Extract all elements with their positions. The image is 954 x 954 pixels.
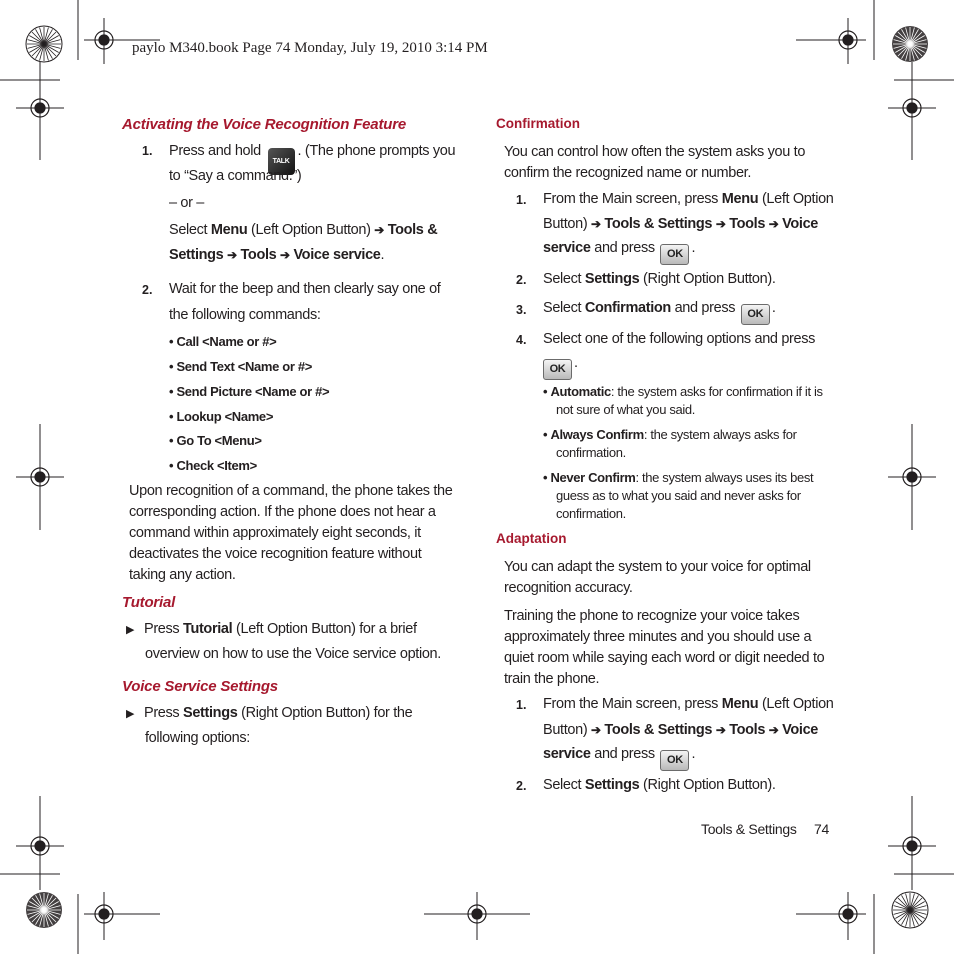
text: Press and hold <box>169 143 261 159</box>
ok-key-icon: OK <box>660 244 689 265</box>
para-line: taking any action. <box>129 567 236 583</box>
text: : the system always uses its best <box>635 470 814 485</box>
tools-label: Tools <box>729 722 766 738</box>
para-line: quiet room while saying each word or digit needed to <box>504 650 825 666</box>
arrow-icon: ➔ <box>280 248 290 262</box>
text: and press <box>674 300 736 316</box>
a-step2 <box>543 777 776 793</box>
para-line: deactivates the voice recognition feature without <box>129 546 422 562</box>
or-separator: – or – <box>169 195 204 211</box>
triangle-bullet-icon: ▶ <box>126 624 135 636</box>
settings-label: Settings <box>584 777 640 793</box>
text: : the system asks for confirmation if it is <box>610 384 823 399</box>
arrow-icon: ➔ <box>374 223 384 237</box>
text: . <box>691 746 696 762</box>
heading-activating: Activating the Voice Recognition Feature <box>122 116 406 133</box>
tools-label: Tools & <box>387 222 438 238</box>
command: Call <Name or #> <box>176 334 277 349</box>
talk-key-icon: TALK <box>268 148 295 175</box>
para-line: Upon recognition of a command, the phone takes the <box>129 483 453 499</box>
service-label: service <box>543 240 591 256</box>
list-item <box>543 427 797 442</box>
vss-line1 <box>126 705 412 721</box>
text: (Right Option Button) for the <box>241 705 413 721</box>
c-step1-line2 <box>543 216 818 232</box>
text: Button) <box>543 722 588 738</box>
text: Select <box>169 222 208 238</box>
text: : the system always asks for <box>643 427 797 442</box>
list-item <box>169 458 257 473</box>
text: (Left Option <box>761 696 834 712</box>
arrow-icon: ➔ <box>227 248 237 262</box>
arrow-icon: ➔ <box>591 217 601 231</box>
step-number: 3. <box>516 303 527 317</box>
menu-label: Menu <box>210 222 248 238</box>
bullet: • <box>169 458 174 473</box>
ok-key-icon: OK <box>543 359 572 380</box>
text: . <box>380 247 385 263</box>
bullet: • <box>169 359 174 374</box>
step2-line1: Wait for the beep and then clearly say one of <box>169 281 441 297</box>
service-label: service <box>543 746 591 762</box>
step-number: 2. <box>142 283 153 297</box>
c-step4-line2 <box>541 355 578 380</box>
option-label: Never Confirm <box>550 470 636 485</box>
heading-adaptation: Adaptation <box>496 531 567 546</box>
para-line: confirm the recognized name or number. <box>504 165 752 181</box>
step1-line2: to “Say a command.”) <box>169 168 302 184</box>
confirmation-label: Confirmation <box>584 300 671 316</box>
text: From the Main screen, press <box>543 191 719 207</box>
para-line: command within approximately eight seconds, it <box>129 525 421 541</box>
para-line: recognition accuracy. <box>504 580 633 596</box>
text: (Right Option Button). <box>642 777 776 793</box>
bullet: • <box>169 334 174 349</box>
heading-confirmation: Confirmation <box>496 116 580 131</box>
list-item-cont: not sure of what you said. <box>556 402 696 417</box>
text: Select <box>543 271 582 287</box>
list-item <box>169 433 262 448</box>
para-line: corresponding action. If the phone does not hear a <box>129 504 436 520</box>
a-step1-line3 <box>543 746 695 771</box>
a-step1-line1 <box>543 696 834 712</box>
bullet: • <box>543 427 548 442</box>
arrow-icon: ➔ <box>768 723 779 737</box>
text: Press <box>144 705 180 721</box>
text: and press <box>594 746 655 762</box>
bullet: • <box>543 470 548 485</box>
text: . <box>771 300 776 316</box>
text: Press <box>144 621 180 637</box>
list-item-cont: guess as to what you said and never asks for <box>556 488 801 503</box>
list-item <box>169 384 329 399</box>
text: From the Main screen, press <box>543 696 719 712</box>
arrow-icon: ➔ <box>768 217 779 231</box>
c-step1-line1 <box>543 191 834 207</box>
ok-key-icon: OK <box>660 750 689 771</box>
text: (Left Option <box>761 191 834 207</box>
a-step1-line2 <box>543 722 818 738</box>
para-line: approximately three minutes and you should use a <box>504 629 812 645</box>
para-line: train the phone. <box>504 671 600 687</box>
settings-label: Settings <box>183 705 238 721</box>
command: Go To <Menu> <box>176 433 262 448</box>
tutorial-label: Tutorial <box>183 621 233 637</box>
list-item <box>169 409 273 424</box>
c-step1-line3 <box>543 240 695 265</box>
step2-line2: the following commands: <box>169 307 321 323</box>
slug-line: paylo M340.book Page 74 Monday, July 19, 2010 3:14 PM <box>132 40 488 56</box>
arrow-icon: ➔ <box>715 723 726 737</box>
step-number: 1. <box>516 698 527 712</box>
bullet: • <box>169 384 174 399</box>
vss-line2: following options: <box>145 730 250 746</box>
command: Send Text <Name or #> <box>176 359 312 374</box>
page-number: 74 <box>814 821 829 837</box>
para-line: Training the phone to recognize your voice takes <box>504 608 800 624</box>
footer-section: Tools & Settings <box>701 821 797 837</box>
text: Select <box>543 777 582 793</box>
bullet: • <box>169 409 174 424</box>
text: Select <box>543 300 582 316</box>
command: Check <Item> <box>176 458 257 473</box>
settings-label: Settings <box>169 247 224 263</box>
text: . <box>691 240 696 256</box>
step-number: 1. <box>142 144 153 158</box>
option-label: Always Confirm <box>550 427 644 442</box>
triangle-bullet-icon: ▶ <box>126 708 135 720</box>
tools-label: Tools <box>240 247 277 263</box>
text: . <box>574 355 578 371</box>
step-number: 2. <box>516 779 527 793</box>
step1-line4 <box>169 222 437 238</box>
command: Send Picture <Name or #> <box>176 384 330 399</box>
tutorial-line1 <box>126 621 417 637</box>
voice-label: Voice <box>782 216 819 232</box>
list-item <box>543 470 813 485</box>
tools-settings-label: Tools & Settings <box>604 722 713 738</box>
settings-label: Settings <box>584 271 640 287</box>
text: (Left Option Button) <box>251 222 371 238</box>
list-item <box>543 384 823 399</box>
list-item-cont: confirmation. <box>556 445 626 460</box>
ok-key-icon: OK <box>741 304 770 325</box>
c-step2 <box>543 271 776 287</box>
list-item-cont: confirmation. <box>556 506 626 521</box>
command: Lookup <Name> <box>176 409 274 424</box>
text: (Right Option Button). <box>642 271 776 287</box>
step-number: 2. <box>516 273 527 287</box>
list-item <box>169 359 312 374</box>
menu-label: Menu <box>721 191 759 207</box>
c-step4-line1: Select one of the following options and press <box>543 331 816 347</box>
heading-voice-service-settings: Voice Service Settings <box>122 678 278 695</box>
text: . (The phone prompts you <box>297 143 456 159</box>
arrow-icon: ➔ <box>591 723 601 737</box>
text: (Left Option Button) for a brief <box>236 621 417 637</box>
para-line: You can adapt the system to your voice for optimal <box>504 559 811 575</box>
text: and press <box>594 240 655 256</box>
c-step3 <box>543 300 776 325</box>
para-line: You can control how often the system asks you to <box>504 144 806 160</box>
step-number: 4. <box>516 333 527 347</box>
menu-label: Menu <box>721 696 759 712</box>
arrow-icon: ➔ <box>715 217 726 231</box>
bullet: • <box>543 384 548 399</box>
tutorial-line2: overview on how to use the Voice service option. <box>145 646 441 662</box>
step1-line5 <box>169 247 384 263</box>
heading-tutorial: Tutorial <box>122 594 176 611</box>
voice-label: Voice <box>782 722 819 738</box>
voice-service-label: Voice service <box>293 247 381 263</box>
step-number: 1. <box>516 193 527 207</box>
list-item <box>169 334 276 349</box>
tools-settings-label: Tools & Settings <box>604 216 713 232</box>
text: Button) <box>543 216 588 232</box>
option-label: Automatic <box>550 384 611 399</box>
bullet: • <box>169 433 174 448</box>
tools-label: Tools <box>729 216 766 232</box>
